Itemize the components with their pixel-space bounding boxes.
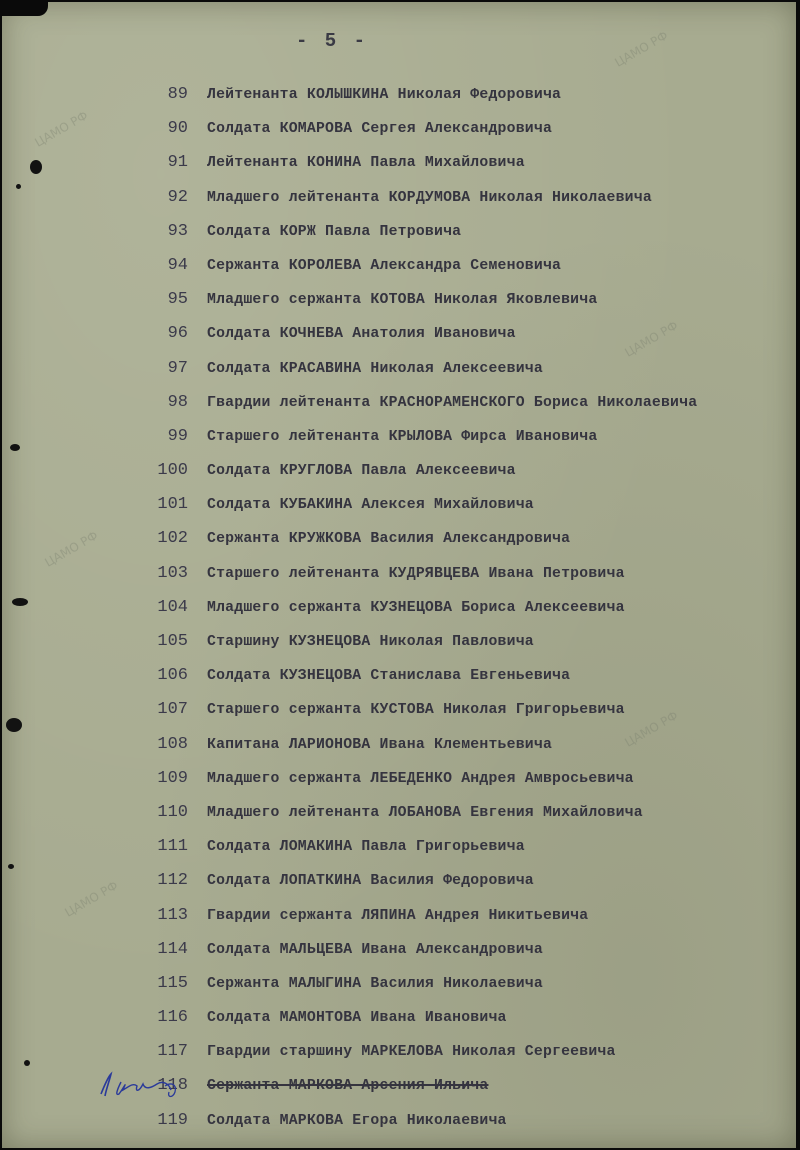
list-item bbox=[2, 352, 796, 386]
archive-watermark: ЦАМО РФ bbox=[622, 318, 681, 360]
entry-name: Младшего лейтенанта ЛОБАНОВА Евгения Михайловича bbox=[207, 804, 643, 821]
entry-name: Младшего сержанта КОТОВА Николая Яковлевича bbox=[207, 292, 598, 309]
entry-number: 93 bbox=[167, 221, 188, 241]
entry-number: 105 bbox=[157, 632, 188, 651]
entry-number: 100 bbox=[157, 461, 188, 481]
list-item bbox=[2, 1035, 796, 1069]
entry-number: 104 bbox=[157, 597, 188, 617]
entry-number: 118 bbox=[157, 1076, 188, 1096]
entry-name: Сержанта КОРОЛЕВА Александра Семеновича bbox=[207, 257, 562, 274]
entry-number: 90 bbox=[167, 119, 188, 139]
list-item bbox=[2, 659, 796, 693]
entry-name: Сержанта КРУЖКОВА Василия Александровича bbox=[207, 531, 571, 548]
entry-number: 97 bbox=[167, 358, 188, 378]
entry-number: 108 bbox=[157, 734, 188, 754]
entry-name: Солдата ЛОПАТКИНА Василия Федоровича bbox=[207, 873, 534, 890]
page-number: - 5 - bbox=[295, 30, 368, 52]
list-item bbox=[2, 864, 796, 898]
entry-name: Лейтенанта КОНИНА Павла Михайловича bbox=[207, 155, 525, 172]
entry-name: Солдата КОЧНЕВА Анатолия Ивановича bbox=[207, 326, 516, 343]
list-item bbox=[2, 317, 796, 351]
entry-number: 96 bbox=[167, 324, 188, 344]
list-item bbox=[2, 967, 796, 1001]
document-page bbox=[2, 2, 796, 1148]
entry-name: Гвардии сержанта ЛЯПИНА Андрея Никитьевича bbox=[207, 907, 589, 924]
entry-number: 103 bbox=[157, 563, 188, 583]
entry-number: 110 bbox=[157, 802, 188, 822]
list-item bbox=[2, 796, 796, 830]
entry-name: Солдата КОМАРОВА Сергея Александровича bbox=[207, 121, 553, 138]
list-item bbox=[2, 181, 796, 215]
entry-number: 107 bbox=[157, 700, 188, 720]
entry-name: Солдата МАРКОВА Егора Николаевича bbox=[207, 1112, 507, 1129]
entry-number: 99 bbox=[167, 426, 188, 446]
award-list bbox=[2, 78, 796, 1138]
entry-name: Младшего сержанта ЛЕБЕДЕНКО Андрея Амвросьевича bbox=[207, 770, 634, 787]
list-item bbox=[2, 454, 796, 488]
list-item bbox=[2, 386, 796, 420]
entry-name: Солдата МАЛЬЦЕВА Ивана Александровича bbox=[207, 941, 543, 958]
list-item bbox=[2, 591, 796, 625]
entry-name: Солдата ЛОМАКИНА Павла Григорьевича bbox=[207, 839, 525, 856]
entry-name: Старшего сержанта КУСТОВА Николая Григорьевича bbox=[207, 702, 625, 719]
archive-watermark: ЦАМО РФ bbox=[612, 28, 671, 70]
entry-name: Старшину КУЗНЕЦОВА Николая Павловича bbox=[207, 634, 534, 650]
entry-name: Гвардии старшину МАРКЕЛОВА Николая Сергеевича bbox=[207, 1044, 616, 1061]
entry-name: Гвардии лейтенанта КРАСНОРАМЕНСКОГО Бориса Николаевича bbox=[207, 394, 698, 411]
entry-number: 112 bbox=[157, 871, 188, 891]
list-item bbox=[2, 830, 796, 864]
entry-number: 95 bbox=[167, 290, 188, 310]
entry-number: 94 bbox=[167, 255, 188, 275]
entry-name: Лейтенанта КОЛЫШКИНА Николая Федоровича bbox=[207, 87, 562, 103]
list-item bbox=[2, 557, 796, 591]
list-item bbox=[2, 78, 796, 112]
list-item bbox=[2, 112, 796, 146]
entry-number: 113 bbox=[157, 905, 188, 925]
entry-name: Младшего сержанта КУЗНЕЦОВА Бориса Алексеевича bbox=[207, 599, 625, 616]
list-item bbox=[2, 625, 796, 659]
list-item bbox=[2, 933, 796, 967]
entry-name: Солдата КРАСАВИНА Николая Алексеевича bbox=[207, 360, 543, 377]
entry-number: 119 bbox=[157, 1110, 188, 1130]
entry-number: 114 bbox=[157, 939, 188, 959]
list-item bbox=[2, 1001, 796, 1035]
archive-watermark: ЦАМО РФ bbox=[62, 878, 121, 920]
entry-name: Солдата КОРЖ Павла Петровича bbox=[207, 223, 462, 240]
entry-number: 116 bbox=[157, 1008, 188, 1028]
list-item bbox=[2, 762, 796, 796]
entry-number: 98 bbox=[167, 392, 188, 412]
entry-name: Солдата КУБАКИНА Алексея Михайловича bbox=[207, 497, 534, 514]
entry-number: 89 bbox=[167, 85, 188, 104]
entry-number: 102 bbox=[157, 529, 188, 549]
list-item bbox=[2, 146, 796, 180]
list-item bbox=[2, 249, 796, 283]
archive-watermark: ЦАМО РФ bbox=[32, 108, 91, 150]
entry-number: 111 bbox=[157, 837, 188, 857]
list-item bbox=[2, 283, 796, 317]
list-item bbox=[2, 728, 796, 762]
list-item bbox=[2, 420, 796, 454]
entry-name: Сержанта МАЛЫГИНА Василия Николаевича bbox=[207, 975, 543, 992]
entry-number: 109 bbox=[157, 768, 188, 788]
list-item bbox=[2, 215, 796, 249]
entry-number: 92 bbox=[167, 187, 188, 207]
list-item bbox=[2, 522, 796, 556]
list-item bbox=[2, 1104, 796, 1138]
entry-name: Солдата КУЗНЕЦОВА Станислава Евгеньевича bbox=[207, 668, 571, 685]
entry-name: Солдата МАМОНТОВА Ивана Ивановича bbox=[207, 1010, 507, 1027]
list-item bbox=[2, 899, 796, 933]
entry-number: 117 bbox=[157, 1042, 188, 1062]
entry-name: Младшего лейтенанта КОРДУМОВА Николая Николаевича bbox=[207, 189, 652, 206]
handwritten-annotation bbox=[97, 1068, 187, 1102]
entry-number: 101 bbox=[157, 495, 188, 515]
entry-number: 91 bbox=[167, 153, 188, 173]
archive-watermark: ЦАМО РФ bbox=[42, 528, 101, 570]
entry-number: 106 bbox=[157, 666, 188, 686]
entry-name: Старшего лейтенанта КРЫЛОВА Фирса Ивановича bbox=[207, 428, 598, 445]
entry-name: Капитана ЛАРИОНОВА Ивана Клементьевича bbox=[207, 736, 553, 753]
entry-name: Старшего лейтенанта КУДРЯВЦЕВА Ивана Петровича bbox=[207, 565, 625, 582]
entry-number: 115 bbox=[157, 973, 188, 993]
list-item bbox=[2, 488, 796, 522]
entry-name-struck: Сержанта МАРКОВА Арсения Ильича bbox=[207, 1078, 489, 1095]
entry-name: Солдата КРУГЛОВА Павла Алексеевича bbox=[207, 463, 516, 480]
archive-watermark: ЦАМО РФ bbox=[622, 708, 681, 750]
list-item bbox=[2, 693, 796, 727]
page-corner-shadow bbox=[2, 2, 48, 16]
